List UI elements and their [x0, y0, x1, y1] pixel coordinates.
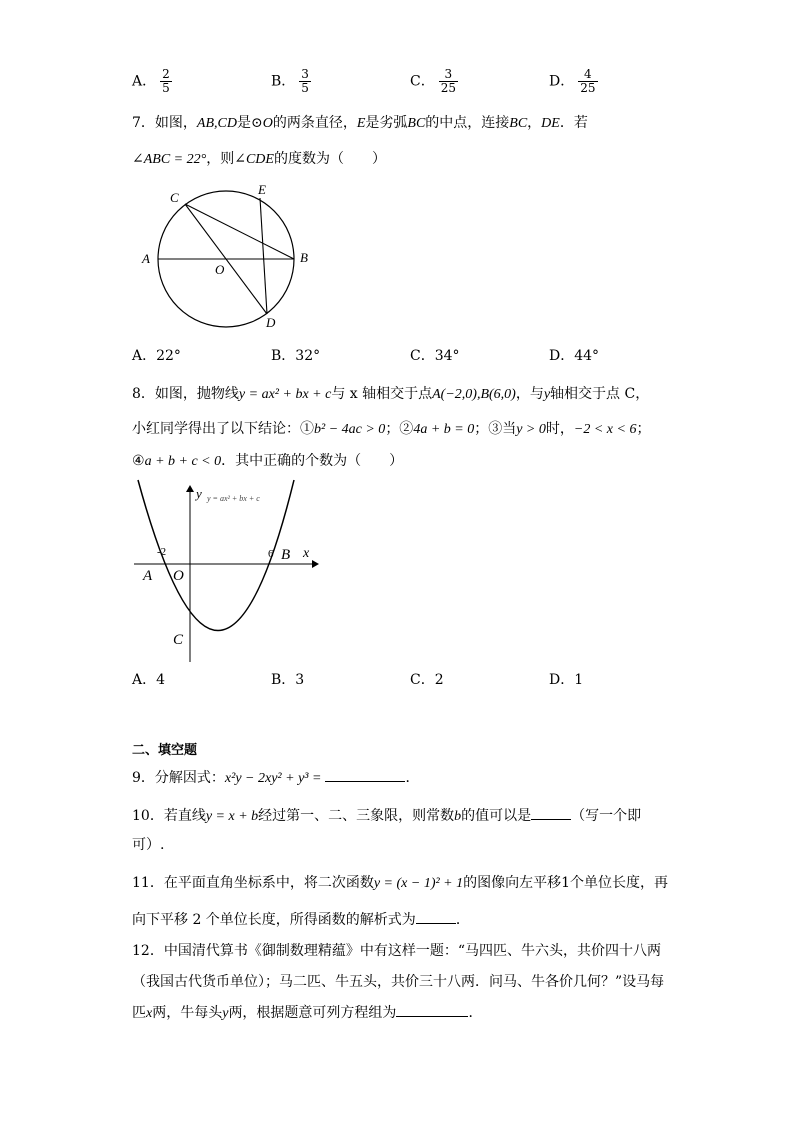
q8-stem-line3: ④a + b + c < 0．其中正确的个数为（ ）: [132, 453, 404, 469]
q8-option-d: D．1: [549, 672, 584, 688]
fraction: $\frac{2}{5}$: [162, 67, 170, 95]
q7-option-d: D．44°: [549, 348, 600, 364]
label-o: O: [215, 262, 225, 277]
q11-line2: 向下平移 2 个单位长度，所得函数的解析式为 ．: [132, 909, 470, 930]
q10-line2: 可）.: [132, 837, 165, 853]
fraction: $\frac{4}{25}$: [580, 67, 596, 95]
q7-option-c: C．34°: [410, 348, 460, 364]
label-c: C: [173, 632, 184, 648]
q8-stem-line1: 8．如图，抛物线y = ax² + bx + c与 x 轴相交于点A(−2,0),B(6,0)，与y轴相交于点 C，: [132, 386, 650, 402]
label-b: B: [281, 547, 291, 563]
label-d: D: [266, 315, 276, 330]
answer-blank[interactable]: [416, 909, 456, 924]
label-a: A: [143, 568, 153, 584]
q12-line1: 12．中国清代算书《御制数理精蕴》中有这样一题：“马四匹、牛六头，共价四十八两: [132, 943, 661, 959]
q12-line3: 匹x两，牛每头y两，根据题意可列方程组为 ．: [132, 1002, 482, 1024]
q10-line1: 10．若直线y = x + b经过第一、二、三象限，则常数b的值可以是 （写一个即: [132, 805, 641, 827]
answer-blank[interactable]: [396, 1002, 468, 1017]
label-b: B: [300, 250, 308, 265]
q6-option-a: A． $\frac{2}{5}$: [132, 67, 170, 95]
answer-blank[interactable]: [531, 805, 571, 820]
q6-option-b: B． $\frac{3}{5}$: [271, 67, 309, 95]
q11-line1: 11．在平面直角坐标系中，将二次函数y = (x − 1)² + 1的图像向左平移1个单位长度，再: [132, 875, 669, 891]
q6-option-d: D． $\frac{4}{25}$: [549, 67, 596, 95]
q7-option-b: B．32°: [271, 348, 321, 364]
chord-ed: [260, 198, 267, 314]
q7-circle-figure: [130, 178, 330, 338]
q8-option-b: B．3: [271, 672, 305, 688]
q7-option-a: A．22°: [132, 348, 181, 364]
label-a: A: [142, 251, 150, 266]
q8-option-a: A．4: [132, 672, 166, 688]
label-six: 6: [268, 548, 274, 560]
q6-option-c: C． $\frac{3}{25}$: [410, 67, 456, 95]
q7-stem-line2: ∠ABC = 22°，则∠CDE的度数为（ ）: [132, 151, 386, 167]
answer-blank[interactable]: [325, 767, 405, 782]
q8-stem-line2: 小红同学得出了以下结论：①b² − 4ac > 0；②4a + b = 0；③当y > 0时，−2 < x < 6；: [132, 421, 651, 437]
q7-stem-line1: 7．如图，AB,CD是⊙O的两条直径，E是劣弧BC的中点，连接BC，DE．若: [132, 115, 588, 131]
q12-line2: （我国古代货币单位）；马二匹、牛五头，共价三十八两．问马、牛各价几何？”设马每: [132, 974, 665, 990]
label-e: E: [258, 182, 266, 197]
label-neg2: -2: [157, 546, 167, 558]
label-x: x: [303, 546, 310, 561]
label-c: C: [170, 190, 179, 205]
label-y-axis: y: [196, 486, 202, 501]
label-equation: y = ax² + bx + c: [207, 494, 260, 503]
fraction: $\frac{3}{25}$: [440, 67, 456, 95]
label-o: O: [173, 568, 184, 584]
q9: 9．分解因式：x²y − 2xy² + y³ = ．: [132, 767, 419, 789]
section-title: 二、填空题: [132, 743, 198, 758]
chord-cb: [185, 204, 294, 259]
fraction: $\frac{3}{5}$: [301, 67, 309, 95]
q8-option-c: C．2: [410, 672, 444, 688]
q8-parabola-figure: [128, 476, 328, 666]
